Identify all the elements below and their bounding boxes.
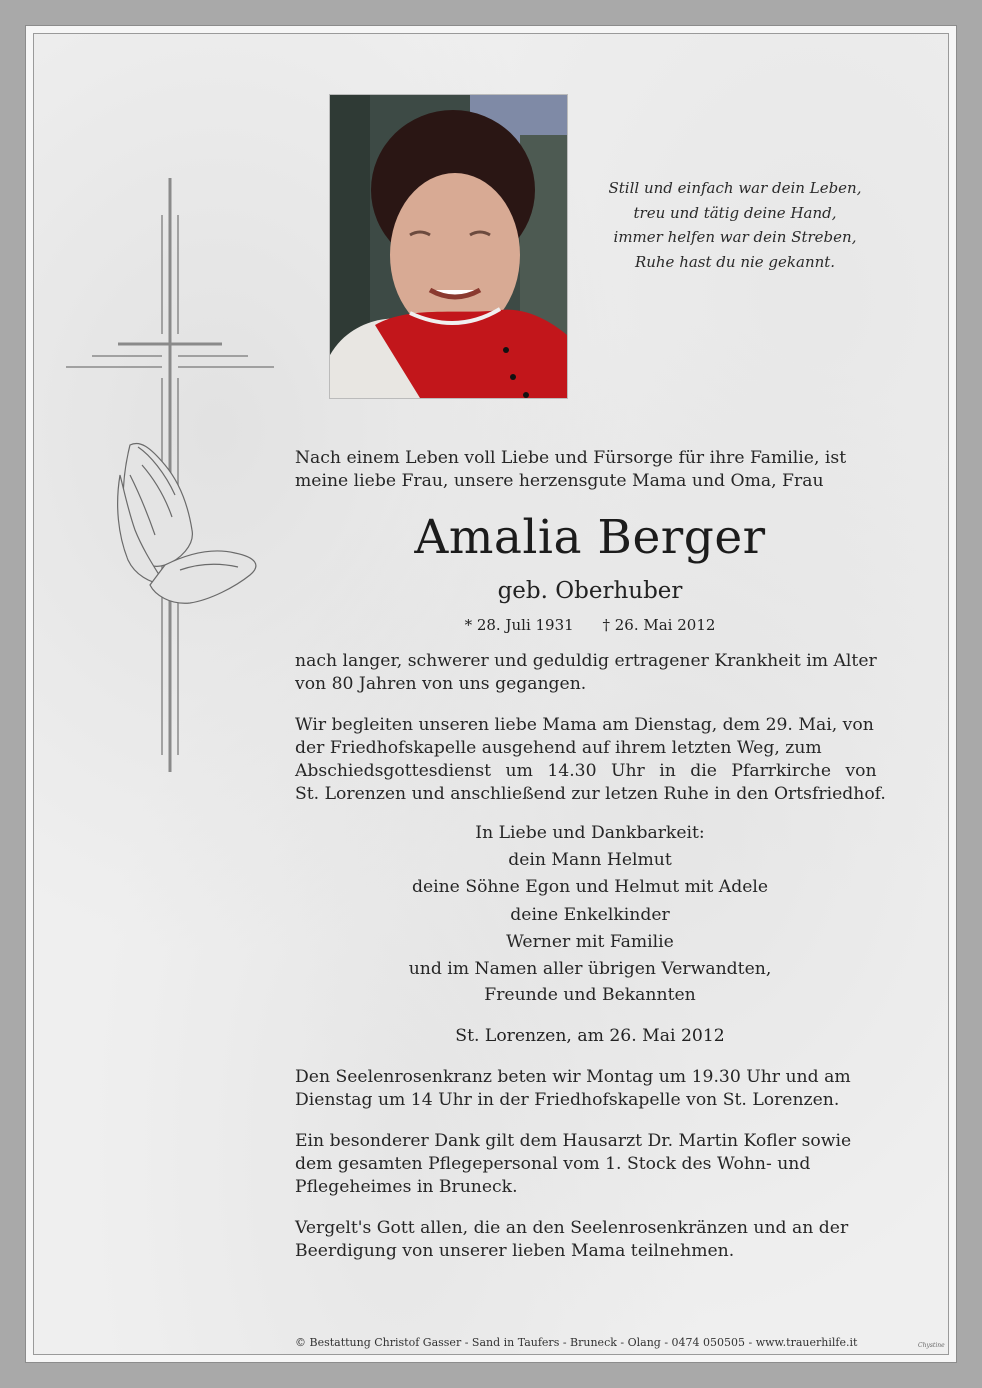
passing-line: von 80 Jahren von uns gegangen. <box>295 674 587 694</box>
life-dates <box>280 614 900 636</box>
intro-line: meine liebe Frau, unsere herzensgute Mama und Oma, Frau <box>295 471 824 491</box>
praying-hands-drawing <box>110 435 270 615</box>
thanks-line: dem gesamten Pflegepersonal vom 1. Stock des Wohn- und <box>295 1154 811 1174</box>
funeral-line: Wir begleiten unseren liebe Mama am Dienstag, dem 29. Mai, von <box>295 715 874 735</box>
mourner-line: deine Enkelkinder <box>510 904 670 925</box>
place-date: St. Lorenzen, am 26. Mai 2012 <box>455 1026 725 1046</box>
funeral-line: St. Lorenzen und anschließend zur letzen Ruhe in den Ortsfriedhof. <box>295 784 886 804</box>
intro-paragraph <box>295 447 899 493</box>
mourner-line: In Liebe und Dankbarkeit: <box>475 823 705 843</box>
mourner-line: dein Mann Helmut <box>508 850 672 871</box>
maiden-name: geb. Oberhuber <box>497 578 683 604</box>
rosary-line: Den Seelenrosenkranz beten wir Montag um 19.30 Uhr und am <box>295 1067 851 1087</box>
footer-credits: © Bestattung Christof Gasser - Sand in Taufers - Bruneck - Olang - 0474 050505 - www.trauerhilfe.it <box>295 1336 858 1349</box>
passing-line: nach langer, schwerer und geduldig ertragener Krankheit im Alter <box>295 651 877 671</box>
portrait-image <box>330 95 567 398</box>
portrait-photo <box>329 94 568 399</box>
thanks-line: Pflegeheimes in Bruneck. <box>295 1177 518 1197</box>
deceased-name: Amalia Berger <box>414 510 766 565</box>
poem-line: immer helfen war dein Streben, <box>613 228 857 246</box>
rosary-paragraph <box>295 1066 899 1112</box>
mourner-line: Werner mit Familie <box>506 931 674 952</box>
funeral-line: der Friedhofskapelle ausgehend auf ihrem letzten Weg, zum <box>295 738 822 758</box>
passing-paragraph <box>295 650 899 696</box>
poem-line: Ruhe hast du nie gekannt. <box>634 252 836 271</box>
mourners-list <box>280 820 900 1007</box>
closing-line: Vergelt's Gott allen, die an den Seelenrosenkränzen und an der <box>295 1218 849 1238</box>
mourner-line: Freunde und Bekannten <box>484 985 696 1006</box>
death-date: † 26. Mai 2012 <box>602 616 716 634</box>
mourner-line: und im Namen aller übrigen Verwandten, <box>408 959 772 980</box>
designer-mark: Chystine <box>918 1342 945 1349</box>
thanks-line: Ein besonderer Dank gilt dem Hausarzt Dr. Martin Kofler sowie <box>295 1131 852 1151</box>
rosary-line: Dienstag um 14 Uhr in der Friedhofskapelle von St. Lorenzen. <box>295 1090 840 1110</box>
poem-line: treu und tätig deine Hand, <box>633 203 837 222</box>
thanks-paragraph <box>295 1130 899 1199</box>
funeral-paragraph <box>295 714 899 806</box>
intro-line: Nach einem Leben voll Liebe und Fürsorge für ihre Familie, ist <box>295 448 847 468</box>
poem <box>560 176 910 274</box>
funeral-line: Abschiedsgottesdienst um 14.30 Uhr in die Pfarrkirche von <box>295 761 877 781</box>
poem-line: Still und einfach war dein Leben, <box>608 179 862 197</box>
closing-line: Beerdigung von unserer lieben Mama teilnehmen. <box>295 1241 735 1261</box>
birth-date: * 28. Juli 1931 <box>464 616 574 634</box>
mourner-line: deine Söhne Egon und Helmut mit Adele <box>411 877 769 898</box>
closing-paragraph <box>295 1217 899 1263</box>
